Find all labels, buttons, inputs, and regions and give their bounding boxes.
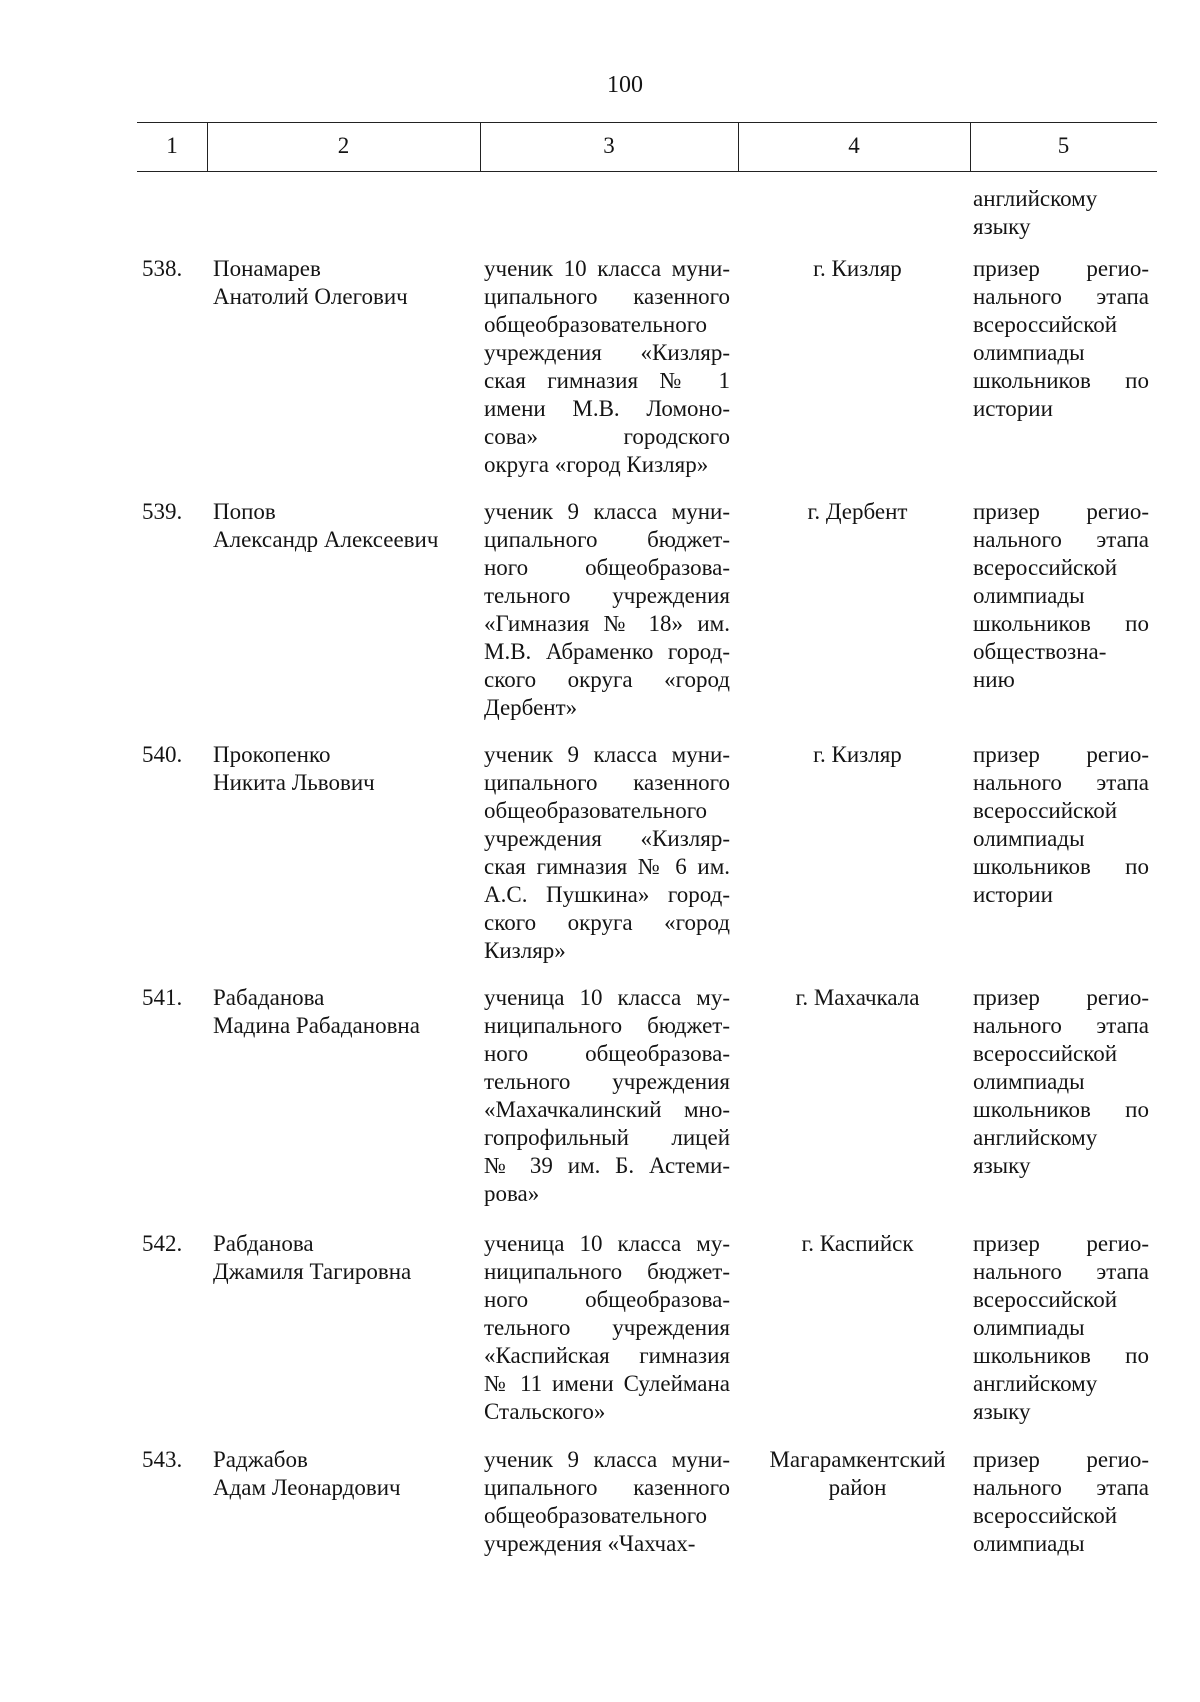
- cell-line: всероссийской: [973, 1041, 1118, 1066]
- column-header-1: 1: [166, 133, 178, 158]
- cell-line: «Махачкалинский мно-: [484, 1097, 730, 1122]
- cell-line: ципального казенного: [484, 284, 730, 309]
- cell-line: № 39 им. Б. Астеми-: [484, 1153, 730, 1178]
- cell-line: английскому: [973, 1371, 1098, 1396]
- person-name-cell: [213, 1446, 401, 1502]
- cell-line: гопрофильный лицей: [484, 1125, 730, 1150]
- cell-line: № 11 имени Сулеймана: [484, 1371, 730, 1396]
- cell-line: «Каспийская гимназия: [484, 1343, 730, 1368]
- cell-line: ного общеобразова-: [484, 1287, 730, 1312]
- cell-line: нального этапа: [973, 1013, 1149, 1038]
- cell-line: языку: [973, 1399, 1031, 1424]
- cell-line: нального этапа: [973, 1475, 1149, 1500]
- cell-line: призер регио-: [973, 256, 1149, 281]
- cell-line: округа «город Кизляр»: [484, 452, 709, 477]
- cell-line: г. Кизляр: [813, 742, 902, 767]
- cell-line: общеобразовательного: [484, 312, 708, 337]
- cell-line: А.С. Пушкина» город-: [484, 882, 730, 907]
- cell-line: школьников по: [973, 1343, 1149, 1368]
- cell-line: учреждения «Кизляр-: [484, 340, 730, 365]
- cell-line: олимпиады: [973, 1531, 1085, 1556]
- cell-line: Александр Алексеевич: [213, 527, 439, 552]
- cell-line: школьников по: [973, 1097, 1149, 1122]
- cell-line: нального этапа: [973, 284, 1149, 309]
- cell-line: Адам Леонардович: [213, 1475, 401, 1500]
- cell-line: всероссийской: [973, 312, 1118, 337]
- cell-line: ученица 10 класса му-: [484, 1231, 730, 1256]
- cell-line: призер регио-: [973, 1447, 1149, 1472]
- cell-line: тельного учреждения: [484, 583, 730, 608]
- cell-line: истории: [973, 882, 1053, 907]
- city-cell: [745, 1446, 970, 1502]
- cell-line: Магарамкентский: [769, 1447, 946, 1472]
- cell-line: г. Махачкала: [795, 985, 920, 1010]
- cell-line: английскому: [973, 1125, 1098, 1150]
- city-cell: [745, 255, 970, 283]
- cell-line: нального этапа: [973, 527, 1149, 552]
- status-cell: [973, 255, 1149, 423]
- cell-line: Дербент»: [484, 695, 578, 720]
- cell-line: языку: [973, 1153, 1031, 1178]
- cell-line: г. Каспийск: [801, 1231, 914, 1256]
- cell-line: ципального бюджет-: [484, 527, 730, 552]
- cell-line: г. Кизляр: [813, 256, 902, 281]
- cell-line: школьников по: [973, 854, 1149, 879]
- cell-line: ученик 9 класса муни-: [484, 499, 730, 524]
- cell-line: обществозна-: [973, 639, 1107, 664]
- row-number: 542.: [142, 1231, 183, 1256]
- cell-line: тельного учреждения: [484, 1315, 730, 1340]
- cell-line: ученик 9 класса муни-: [484, 1447, 730, 1472]
- cell-line: ниципального бюджет-: [484, 1013, 730, 1038]
- cell-line: Стальского»: [484, 1399, 606, 1424]
- cell-line: г. Дербент: [807, 499, 908, 524]
- cell-line: всероссийской: [973, 555, 1118, 580]
- cell-line: ученица 10 класса му-: [484, 985, 730, 1010]
- cell-line: район: [828, 1475, 887, 1500]
- cell-line: олимпиады: [973, 1069, 1085, 1094]
- cell-line: всероссийской: [973, 1503, 1118, 1528]
- cell-line: Никита Львович: [213, 770, 375, 795]
- institution-cell: [484, 1446, 730, 1558]
- city-cell: [745, 984, 970, 1012]
- row-number: 540.: [142, 742, 183, 767]
- institution-cell: [484, 984, 730, 1208]
- cell-line: Рабаданова: [213, 985, 325, 1010]
- cell-line: тельного учреждения: [484, 1069, 730, 1094]
- table-header: [137, 122, 1157, 172]
- status-cell: [973, 498, 1149, 694]
- city-cell: [745, 1230, 970, 1258]
- cell-line: Рабданова: [213, 1231, 314, 1256]
- page-number: 100: [607, 72, 643, 98]
- cell-line: имени М.В. Ломоно-: [484, 396, 730, 421]
- cell-line: учреждения «Чахчах-: [484, 1531, 696, 1556]
- status-cell: [973, 185, 1149, 241]
- cell-line: школьников по: [973, 368, 1149, 393]
- person-name-cell: [213, 255, 408, 311]
- institution-cell: [484, 1230, 730, 1426]
- cell-line: призер регио-: [973, 1231, 1149, 1256]
- cell-line: Джамиля Тагировна: [213, 1259, 412, 1284]
- person-name-cell: [213, 1230, 411, 1286]
- column-header-5: 5: [1057, 133, 1070, 158]
- cell-line: призер регио-: [973, 742, 1149, 767]
- cell-line: М.В. Абраменко город-: [484, 639, 730, 664]
- status-cell: [973, 984, 1149, 1180]
- cell-line: нального этапа: [973, 770, 1149, 795]
- institution-cell: [484, 255, 730, 479]
- cell-line: школьников по: [973, 611, 1149, 636]
- cell-line: ципального казенного: [484, 770, 730, 795]
- person-name-cell: [213, 498, 438, 554]
- person-name-cell: [213, 984, 420, 1040]
- row-number: 538.: [142, 256, 183, 281]
- cell-line: ского округа «город: [484, 667, 730, 692]
- cell-line: общеобразовательного: [484, 798, 708, 823]
- row-number: 539.: [142, 499, 183, 524]
- cell-line: ного общеобразова-: [484, 555, 730, 580]
- cell-line: ученик 9 класса муни-: [484, 742, 730, 767]
- cell-line: нию: [973, 667, 1015, 692]
- cell-line: всероссийской: [973, 798, 1118, 823]
- column-header-3: 3: [603, 133, 615, 158]
- cell-line: олимпиады: [973, 583, 1085, 608]
- status-cell: [973, 741, 1149, 909]
- column-header-2: 2: [337, 133, 350, 158]
- person-name-cell: [213, 741, 375, 797]
- cell-line: сова» городского: [484, 424, 730, 449]
- cell-line: нального этапа: [973, 1259, 1149, 1284]
- city-cell: [745, 741, 970, 769]
- status-cell: [973, 1230, 1149, 1426]
- cell-line: Попов: [213, 499, 276, 524]
- status-cell: [973, 1446, 1149, 1558]
- institution-cell: [484, 498, 730, 722]
- cell-line: Анатолий Олегович: [213, 284, 408, 309]
- cell-line: ская гимназия № 6 им.: [484, 854, 730, 879]
- institution-cell: [484, 741, 730, 965]
- column-header-4: 4: [848, 133, 860, 158]
- cell-line: призер регио-: [973, 985, 1149, 1010]
- cell-line: общеобразовательного: [484, 1503, 708, 1528]
- cell-line: рова»: [484, 1181, 540, 1206]
- cell-line: Прокопенко: [213, 742, 331, 767]
- cell-line: Мадина Рабадановна: [213, 1013, 420, 1038]
- cell-line: «Гимназия № 18» им.: [484, 611, 730, 636]
- row-number: 543.: [142, 1447, 183, 1472]
- cell-line: олимпиады: [973, 340, 1085, 365]
- cell-line: учреждения «Кизляр-: [484, 826, 730, 851]
- city-cell: [745, 498, 970, 526]
- cell-line: ского округа «город: [484, 910, 730, 935]
- cell-line: английскому: [973, 186, 1098, 211]
- cell-line: олимпиады: [973, 1315, 1085, 1340]
- cell-line: олимпиады: [973, 826, 1085, 851]
- row-number: 541.: [142, 985, 183, 1010]
- cell-line: призер регио-: [973, 499, 1149, 524]
- cell-line: ская гимназия № 1: [484, 368, 730, 393]
- cell-line: Раджабов: [213, 1447, 308, 1472]
- cell-line: языку: [973, 214, 1031, 239]
- cell-line: Понамарев: [213, 256, 321, 281]
- cell-line: всероссийской: [973, 1287, 1118, 1312]
- cell-line: истории: [973, 396, 1053, 421]
- cell-line: ципального казенного: [484, 1475, 730, 1500]
- cell-line: ученик 10 класса муни-: [484, 256, 730, 281]
- cell-line: Кизляр»: [484, 938, 566, 963]
- cell-line: ного общеобразова-: [484, 1041, 730, 1066]
- cell-line: ниципального бюджет-: [484, 1259, 730, 1284]
